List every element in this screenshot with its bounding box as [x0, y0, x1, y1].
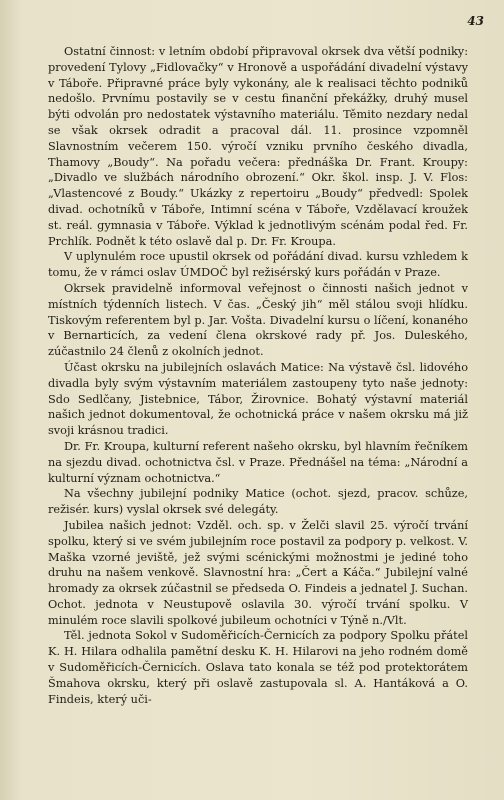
paragraph-dr-kroupa: Dr. Fr. Kroupa, kulturní referent našeho okrsku, byl hlavním řečníkem na sjezdu divad. ochotnictva čsl. v Praze. Přednášel na téma: „Národní a kulturní význam ochotnictva.“: [48, 439, 468, 485]
paragraph-ostatni-cinnost: Ostatní činnost: v letním období připravoval okrsek dva větší podniky: provedení Tylovy „Fidlovačky“ v Hronově a uspořádání divadelní výstavy v Táboře. Připravné práce byly vykonány, ale k realisaci těchto podniků nedošlo. Prvnímu postavily se v cestu finanční překážky, druhý musel býti odvolán pro nedostatek výstavního materiálu. Těmito nezdary nedal se však okrsek odradit a pracoval dál. 11. prosince vzpomněl Slavnostním večerem 150. výročí vzniku prvního českého divadla, Thamovy „Boudy“. Na pořadu večera: přednáška Dr. Frant. Kroupy: „Divadlo ve službách národního obrození.“ Okr. škol. insp. J. V. Flos: „Vlastencové z Boudy.“ Ukázky z repertoiru „Boudy“ předvedl: Spolek divad. ochotníků v Táboře, Intimní scéna v Táboře, Vzdělavací kroužek st. reál. gymnasia v Táboře. Výklad k jednotlivým scénám podal řed. Fr. Prchlík. Podnět k této oslavě dal p. Dr. Fr. Kroupa.: [48, 45, 468, 248]
page-number: 43: [467, 14, 484, 28]
paragraph-informoval-verejnost: Okrsek pravidelně informoval veřejnost o činnosti našich jednot v místních týdenních listech. V čas. „Český jih“ měl stálou svoji hlídku. Tiskovým referentem byl p. Jar. Vošta. Divadelní kursu o líčení, konaného v Bernarticích, za vedení člena okrskové rady př. Jos. Duleského, zúčastnilo 24 členů z okolních jednot.: [48, 281, 468, 359]
paragraph-jubilea-jednot: Jubilea našich jednot: Vzděl. och. sp. v Želči slavil 25. výročí trvání spolku, který si ve svém jubilejním roce postavil za podpory p. velkost. V. Maška vzorné jeviště, jež svými scénickými možnostmi je jediné toho druhu na našem venkově. Slavnostní hra: „Čert a Káča.“ Jubilejní valné hromady za okrsek zúčastnil se předseda O. Findeis a jednatel J. Suchan. Ochot. jednota v Neustupově oslavila 30. výročí trvání spolku. V minulém roce slavili spolkové jubileum ochotníci v Týně n./Vlt.: [48, 518, 468, 627]
paragraph-ucast-okrsku: Účast okrsku na jubilejních oslavách Matice: Na výstavě čsl. lidového divadla byly svým výstavním materiálem zastoupeny tyto naše jednoty: Sdo Sedlčany, Jistebnice, Tábor, Žirovnice. Bohatý výstavní materiál našich jednot dokumentoval, že ochotnická práce v našem okrsku má již svoji krásnou tradici.: [48, 360, 468, 438]
body-text: [48, 44, 468, 707]
paragraph-delegaty: Na všechny jubilejní podniky Matice (ochot. sjezd, pracov. schůze, režisér. kurs) vyslal okrsek své delegáty.: [48, 487, 468, 517]
paragraph-sokol-hilar: Těl. jednota Sokol v Sudoměřicích-Černicích za podpory Spolku přátel K. H. Hilara odhalila pamětní desku K. H. Hilarovi na jeho rodném domě v Sudoměřicích-Černicích. Oslava tato konala se též pod protektorátem Šmahova okrsku, který při oslavě zastupovala sl. A. Hantáková a O. Findeis, který uči-: [48, 629, 468, 706]
paragraph-divad-kurs: V uplynulém roce upustil okrsek od pořádání divad. kursu vzhledem k tomu, že v rámci oslav ÚMDOČ byl režisérský kurs pořádán v Praze.: [48, 250, 468, 280]
